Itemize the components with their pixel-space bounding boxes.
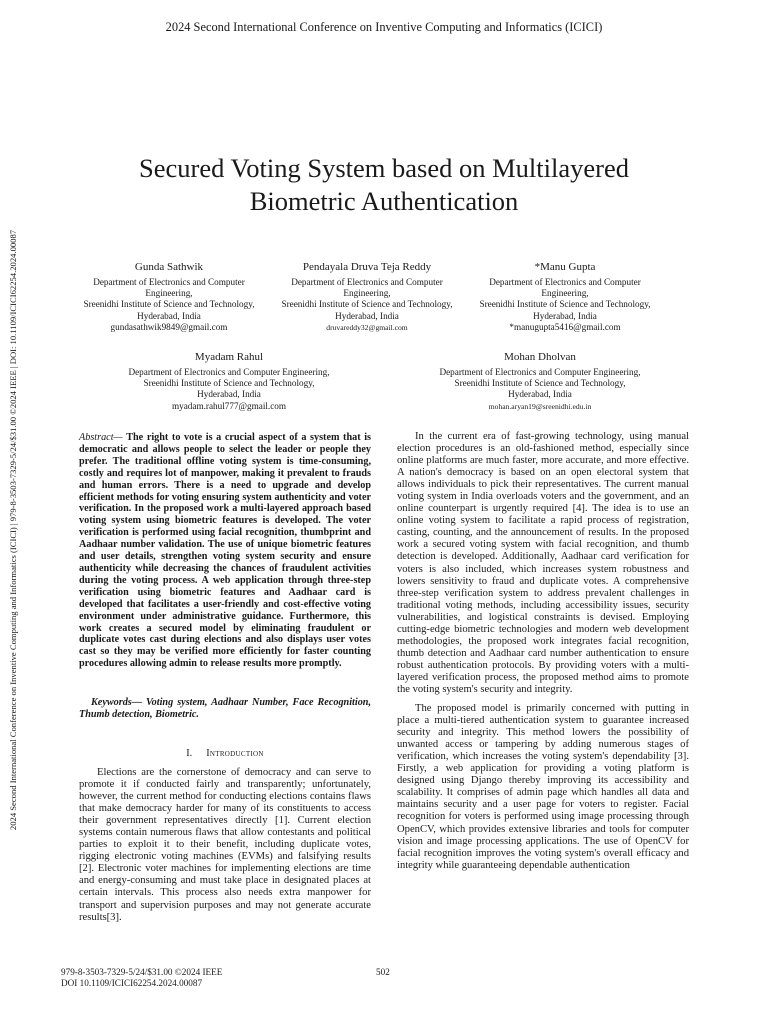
- author-dept: Department of Electronics and Computer: [489, 277, 641, 287]
- author-dept: Department of Electronics and Computer Engineering,: [439, 367, 641, 377]
- abstract-text: The right to vote is a crucial aspect of a system that is democratic and allows people to select the leader or people they prefer. The traditional offline voting system is time-consuming, costly and requires lot of manpower, making it prevalent to frauds and human errors. There is a need to upgrade and develop efficient methods for voting ensuring system authenticity and voter verification. In the proposed work a multi-layered approach based voting system using biometric features is developed. The voter verification is performed using facial recognition, thumbprint and Aadhaar number validation. The use of unique biometric features and user details, strengthen voting system security and ensure authenticity while decreasing the chances of fraudulent activities during the voting process. A web application through three-step verification using biometric features and Aadhaar card is developed that facilitates a user-friendly and cost-effective voting environment under administrative guidance. Furthermore, this work creates a secured model by eliminating fraudulent or duplicate votes cast during elections and also displays user votes cast so they may be verified more efficiently for faster counting procedures allowing admin to release results more promptly.: [79, 432, 372, 670]
- right-column-body: [397, 431, 689, 872]
- author-dept-cont: Engineering,: [541, 288, 589, 299]
- author-email: mohan.aryan19@sreenidhi.edu.in: [488, 401, 592, 411]
- author-email: druvareddy32@gmail.com: [326, 322, 408, 332]
- right-paragraph-2: The proposed model is primarily concerned with putting in place a multi-tiered authentication system to guarantee increased security and integrity. This method lowers the possibility of unwanted access or tampering by adding numerous stages of verification, which increases the voting system's dependability [3]. Firstly, a web application for providing a voting platform is designed using Django thereby improving its accessibility and scalability. It comprises of admin page which handles all data and maintains security and a user page for voters to register. Facial recognition for voters is performed using image processing through OpenCV, which provides extensive libraries and tools for computer vision and image processing applications. The use of OpenCV for facial recognition improves the voting system's overall efficacy and integrity while guaranteeing dependable authentication: [397, 703, 689, 871]
- author-name: Myadam Rahul: [194, 351, 264, 363]
- conference-header: 2024 Second International Conference on Inventive Computing and Informatics (ICICI): [165, 20, 603, 34]
- keywords-label: Keywords—: [91, 697, 142, 708]
- section-number: I.: [186, 748, 193, 759]
- footer-isbn: 979-8-3503-7329-5/24/$31.00 ©2024 IEEE: [61, 967, 223, 977]
- author-institution: Sreenidhi Institute of Science and Technology,: [143, 378, 315, 389]
- footer-info: [61, 967, 222, 988]
- title-line-2: Biometric Authentication: [249, 186, 519, 216]
- side-banner-text: 2024 Second International Conference on Inventive Computing and Informatics (ICICI) | 979-8-3503-7329-5/24/$31.00 ©2024 IEEE | DOI: 10.1109/ICICI62254.2024.00087: [8, 229, 18, 831]
- author-city: Hyderabad, India: [137, 310, 201, 321]
- author-dept: Department of Electronics and Computer Engineering,: [128, 367, 330, 377]
- abstract-label: Abstract—: [79, 432, 123, 443]
- abstract: [79, 432, 371, 670]
- footer-doi: DOI 10.1109/ICICI62254.2024.00087: [61, 977, 203, 988]
- author-block-3: [465, 260, 665, 333]
- author-email: myadam.rahul777@gmail.com: [171, 400, 287, 411]
- author-name: Gunda Sathwik: [134, 261, 204, 273]
- author-dept-cont: Engineering,: [343, 288, 391, 299]
- keywords-text: Voting system, Aadhaar Number, Face Recognition, Thumb detection, Biometric.: [79, 697, 371, 721]
- author-email: *manugupta5416@gmail.com: [509, 321, 621, 332]
- page-number: 502: [376, 967, 390, 977]
- author-institution: Sreenidhi Institute of Science and Technology,: [479, 299, 651, 310]
- author-dept: Department of Electronics and Computer: [93, 277, 245, 287]
- left-column-body: [79, 767, 371, 924]
- intro-paragraph-1: Elections are the cornerstone of democracy and can serve to promote it if conducted fairly and transparently; unfortunately, however, the current method for conducting elections contains flaws that make democracy harder for many of its constituents to access their government representatives directly [1]. Current election systems contain numerous flaws that allow contestants and political parties to exploit it to their benefit, including duplicate votes, rigging electronic voting machines (EVMs) and falsifying results [2]. Electronic voter machines for implementing elections are time and energy-consuming and must take place in designated places at certain intervals. This process also needs extra manpower for transport and supervision purposes and may not generate accurate results[3].: [79, 767, 371, 923]
- paper-title: [60, 152, 708, 218]
- section-title: Introduction: [206, 748, 264, 759]
- author-block-4: [114, 350, 344, 412]
- author-dept: Department of Electronics and Computer: [291, 277, 443, 287]
- keywords: [79, 697, 371, 722]
- author-block-5: [420, 350, 660, 412]
- author-institution: Sreenidhi Institute of Science and Technology,: [281, 299, 453, 310]
- author-name: Pendayala Druva Teja Reddy: [302, 261, 432, 273]
- author-city: Hyderabad, India: [533, 310, 597, 321]
- author-dept-cont: Engineering,: [145, 288, 193, 299]
- author-city: Hyderabad, India: [335, 310, 399, 321]
- author-city: Hyderabad, India: [197, 389, 261, 400]
- author-block-1: [69, 260, 269, 333]
- side-doi-banner: [7, 170, 19, 890]
- section-heading: [79, 748, 371, 759]
- author-institution: Sreenidhi Institute of Science and Technology,: [454, 378, 626, 389]
- author-city: Hyderabad, India: [508, 389, 572, 400]
- author-email: gundasathwik9849@gmail.com: [110, 321, 228, 332]
- title-line-1: Secured Voting System based on Multilayered: [139, 153, 629, 183]
- right-paragraph-1: In the current era of fast-growing technology, using manual election procedures is an old-fashioned method, especially since online platforms are much faster, more accurate, and more effective. A nation's democracy is based on an open electoral system that allows individuals to pick their representatives. The current manual voting system in India overloads voters and the government, and an online counterpart is urgently required [4]. The idea is to use an online voting system to facilitate a rapid process of registration, casting, counting, and the announcement of results. In the proposed work a secured voting system with facial recognition, and thumb detection is developed. Additionally, Aadhaar card verification for voters is also included, which increases system robustness and lowers sensitivity to fraud and duplicate votes. A comprehensive three-step verification system to address prevalent challenges in traditional voting methods, including accessibility issues, security vulnerabilities, and logistical constraints is devised. Employing cutting-edge biometric technologies and modern web development methodologies, the proposed work integrates facial recognition, thumb detection and Aadhaar card number authentication to ensure robust authentication protocols. By providing voters with a multi-layered verification process, the proposed method aims to promote the voting system's security and integrity.: [397, 431, 689, 695]
- author-block-2: [267, 260, 467, 333]
- author-institution: Sreenidhi Institute of Science and Technology,: [83, 299, 255, 310]
- author-name: *Manu Gupta: [534, 261, 596, 273]
- author-name: Mohan Dholvan: [504, 351, 576, 363]
